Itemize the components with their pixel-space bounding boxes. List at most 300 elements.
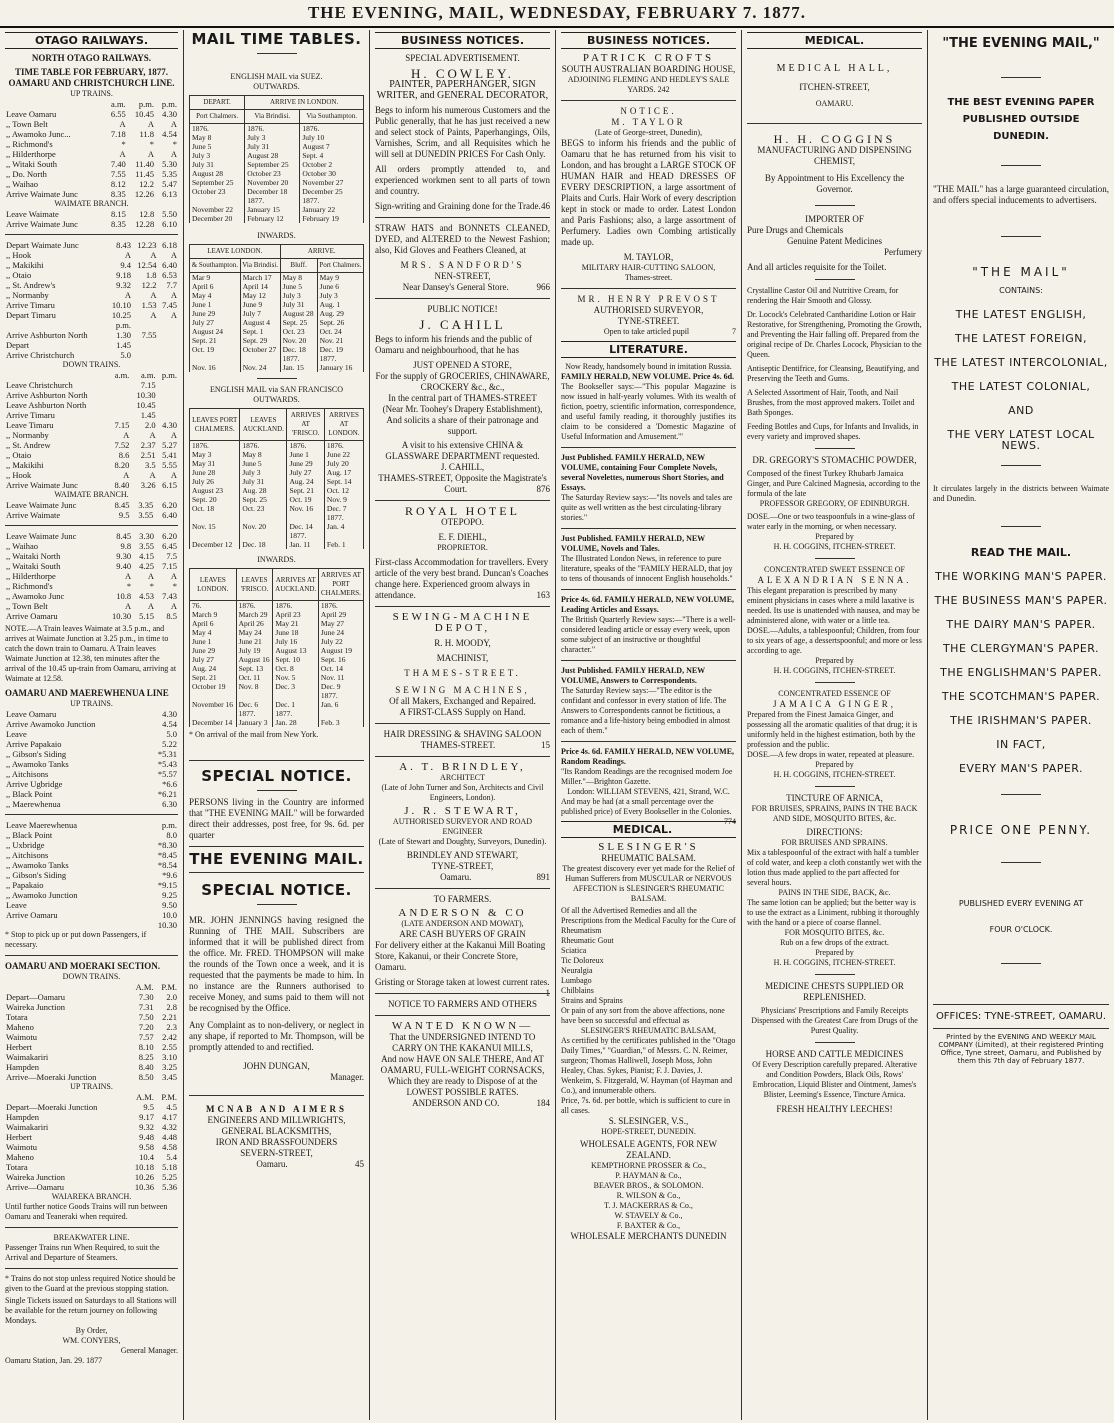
table-row bbox=[190, 709, 364, 718]
table-row bbox=[5, 709, 178, 719]
ailment-list bbox=[561, 926, 736, 1006]
table-cell: 10.10 bbox=[111, 300, 131, 310]
table-row bbox=[5, 581, 178, 591]
table-cell: Aug. 28 bbox=[240, 486, 287, 495]
table-row bbox=[190, 450, 364, 459]
table-cell: July 20 bbox=[324, 459, 363, 468]
table-cell: *9.15 bbox=[157, 880, 177, 890]
table-cell: 12.54 bbox=[137, 260, 157, 270]
table-cell: 1.45 bbox=[116, 340, 131, 350]
table-cell: * bbox=[149, 139, 155, 149]
table-cell: 4.54 bbox=[162, 719, 177, 729]
table-row bbox=[5, 1012, 178, 1022]
advertiser-name: J. R. STEWART, bbox=[404, 805, 521, 817]
ad-line: S. SLESINGER, V.S., bbox=[608, 1116, 689, 1126]
table-cell: A bbox=[124, 290, 131, 300]
table-cell: a.m. bbox=[140, 370, 156, 380]
table-row bbox=[5, 1182, 178, 1192]
table-cell bbox=[273, 691, 319, 700]
table-cell: A bbox=[147, 571, 155, 581]
table-cell: ,, Town Belt bbox=[6, 601, 48, 611]
table-cell bbox=[287, 513, 324, 522]
table-cell: May 4 bbox=[190, 291, 241, 300]
table-cell: A bbox=[170, 470, 177, 480]
table-cell: A bbox=[170, 430, 177, 440]
table-cell: 1877. bbox=[280, 354, 317, 363]
table-cell bbox=[157, 390, 178, 400]
note: Until further notice Goods Trains will run between Oamaru and Teaneraki when required. bbox=[5, 1202, 168, 1221]
table-cell bbox=[109, 410, 130, 420]
table-cell: A bbox=[170, 601, 177, 611]
table-cell: Dec. 7 bbox=[324, 504, 363, 513]
ad-text: Mix a tablespoonful of the extract with half a tumbler of cold water, and keep a cloth constantly wet with the lotion thus made applied to the part affected for several hours. bbox=[747, 848, 922, 887]
table-cell: 6.55 bbox=[110, 109, 126, 119]
slogan: THE BEST EVENING PAPER PUBLISHED OUTSIDE DUNEDIN. bbox=[947, 97, 1095, 142]
table-cell: May 21 bbox=[273, 619, 319, 628]
ad-line: Now Ready, handsomely bound in imitation Russia. bbox=[565, 362, 732, 371]
table-cell: Dec. 9 bbox=[318, 682, 363, 691]
table-cell: Dec. 18 bbox=[280, 345, 317, 354]
table-row bbox=[5, 240, 178, 250]
table-cell: Dec. 14 bbox=[287, 522, 324, 531]
table-cell: ,, Otaio bbox=[6, 450, 32, 460]
table-cell: May 27 bbox=[318, 619, 363, 628]
table-cell: October 2 bbox=[300, 160, 364, 169]
timetable bbox=[5, 982, 178, 1082]
table-cell: 9.4 bbox=[120, 260, 131, 270]
table-cell: 7.5 bbox=[166, 551, 177, 561]
table-row bbox=[5, 450, 178, 460]
list-item: Rheumatic Gout bbox=[561, 936, 614, 945]
ad-text: The Bookseller says:—"This popular Magazine is now issued in half-yearly volumes. With its wealth of fiction, poetry, scientific information, correspondence, and useful family reading, it thoroughly justifies its claim to be considered a 'Domestic Magazine of Useful Information and Amusement.'" bbox=[561, 382, 736, 441]
table-cell: 5.36 bbox=[162, 1182, 177, 1192]
table-cell bbox=[109, 390, 130, 400]
table-cell bbox=[240, 513, 287, 522]
ad-line: E. F. DIEHL, bbox=[438, 532, 487, 542]
table-row bbox=[190, 655, 364, 664]
table-cell bbox=[236, 691, 273, 700]
table-cell: 10.8 bbox=[116, 591, 132, 601]
table-cell: October 19 bbox=[190, 682, 237, 691]
table-cell: Leave bbox=[6, 900, 27, 910]
table-row bbox=[5, 250, 178, 260]
table-cell: Arrive Waimate Junc bbox=[6, 219, 78, 229]
mail-title: "THE MAIL" bbox=[972, 265, 1070, 279]
table-cell: *5.31 bbox=[157, 749, 177, 759]
outwards-label: OUTWARDS. bbox=[253, 395, 300, 404]
table-cell: January 15 bbox=[245, 205, 300, 214]
table-cell: 5.55 bbox=[162, 460, 177, 470]
table-cell: *6.6 bbox=[162, 779, 177, 789]
table-cell: Sept. 14 bbox=[324, 477, 363, 486]
ad-line: MEDICINE CHESTS SUPPLIED OR REPLENISHED. bbox=[765, 981, 904, 1002]
table-cell: Nov. 20 bbox=[240, 522, 287, 531]
table-cell bbox=[109, 400, 130, 410]
table-cell: 9.5 bbox=[143, 1102, 154, 1112]
list-item: Strains and Sprains bbox=[561, 996, 623, 1005]
table-cell: Arrive Oamaru bbox=[6, 611, 58, 621]
product-name: JAMAICA GINGER, bbox=[772, 699, 896, 709]
ad-line: IMPORTER OF bbox=[805, 214, 864, 224]
table-cell: Sept. 10 bbox=[273, 655, 319, 664]
ad-line: Oamaru. 891 bbox=[440, 872, 550, 882]
table-cell: 3.55 bbox=[138, 510, 154, 520]
table-cell: Aug. 24 bbox=[190, 664, 237, 673]
table-cell: 2.51 bbox=[140, 450, 156, 460]
section-heading: BUSINESS NOTICES. bbox=[561, 32, 736, 49]
table-row bbox=[5, 159, 178, 169]
table-cell: Maheno bbox=[6, 1022, 34, 1032]
table-row bbox=[190, 282, 364, 291]
table-cell: * bbox=[172, 581, 177, 591]
table-cell: ,, Gibson's Siding bbox=[6, 870, 67, 880]
table-cell: Nov. 15 bbox=[190, 522, 240, 531]
table-cell: A bbox=[170, 119, 177, 129]
table-cell: Arrive Waimate Junc bbox=[6, 480, 78, 490]
ad-line: DIRECTIONS: bbox=[806, 827, 863, 837]
table-cell: Aug. 24 bbox=[287, 477, 324, 486]
column-medical bbox=[742, 32, 927, 1417]
ad-line: THAMES-STREET. bbox=[404, 668, 521, 678]
table-cell: May 9 bbox=[317, 273, 363, 283]
ad-line: SOUTH AUSTRALIAN BOARDING HOUSE, bbox=[561, 64, 736, 74]
table-cell: 10.18 bbox=[134, 1162, 154, 1172]
table-cell: 6.30 bbox=[162, 799, 177, 809]
evening-mail-heading: THE EVENING MAIL. bbox=[189, 850, 364, 868]
table-cell: Depart Waimate Junc bbox=[6, 240, 79, 250]
table-row bbox=[5, 109, 178, 119]
table-cell: 1876. bbox=[287, 441, 324, 451]
table-row bbox=[190, 637, 364, 646]
list-item: AND bbox=[1008, 404, 1034, 417]
table-cell: Waimotu bbox=[6, 1032, 37, 1042]
table-cell: 1877. bbox=[324, 513, 363, 522]
table-cell: Jan. 11 bbox=[287, 540, 324, 549]
table-cell: ,, Makikihi bbox=[6, 460, 44, 470]
table-cell: 5.22 bbox=[162, 739, 177, 749]
ad-line: BRINDLEY AND STEWART, bbox=[406, 850, 519, 860]
table-cell: *9.6 bbox=[162, 870, 177, 880]
ad-line: THAMES-STREET. 15 bbox=[420, 740, 550, 750]
table-cell: ,, St. Andrew's bbox=[6, 280, 56, 290]
column-railways bbox=[0, 32, 183, 1417]
advertiser-name: A. T. BRINDLEY, bbox=[399, 761, 526, 773]
ad-text: Begs to inform his numerous Customers and the Public generally, that he has just received a new and select stock of Paints, Paperhangings, Oils, Varnishes, Scrim, and all Requisites which he will sell at DUNEDIN PRICES For Cash Only. bbox=[375, 105, 550, 159]
list-item: F. BAXTER & Co., bbox=[616, 1221, 681, 1230]
table-row bbox=[190, 151, 364, 160]
table-cell: Oct. 14 bbox=[318, 664, 363, 673]
timetable bbox=[5, 99, 178, 199]
table-row bbox=[5, 139, 178, 149]
table-cell: A bbox=[119, 149, 126, 159]
table-cell: ,, Hook bbox=[6, 250, 32, 260]
table-cell: Nov. 8 bbox=[236, 682, 273, 691]
table-cell: Arrive Ashburton North bbox=[6, 330, 88, 340]
table-cell: A bbox=[147, 119, 155, 129]
table-cell: Oct. 12 bbox=[324, 486, 363, 495]
ad-line: ITCHEN-STREET, bbox=[799, 82, 870, 92]
ad-line: By Appointment to His Excellency the Governor. bbox=[764, 173, 905, 194]
table-cell: 1.30 bbox=[116, 330, 131, 340]
table-cell: 1876. bbox=[318, 601, 363, 611]
table-cell: May 12 bbox=[240, 291, 280, 300]
table-row bbox=[5, 350, 178, 360]
table-cell: Jan. 4 bbox=[324, 522, 363, 531]
table-cell: Herbert bbox=[6, 1132, 32, 1142]
ad-line: OTEPOPO. bbox=[441, 517, 484, 527]
ad-line: IRON AND BRASSFOUNDERS bbox=[215, 1137, 338, 1147]
table-cell: a.m. bbox=[114, 370, 130, 380]
table-cell: 1876. bbox=[324, 441, 363, 451]
table-row bbox=[5, 531, 178, 541]
table-cell: 5.0 bbox=[120, 350, 131, 360]
table-cell: Depart Timaru bbox=[6, 310, 56, 320]
table-cell: Sept. 29 bbox=[240, 336, 280, 345]
table-row bbox=[5, 1062, 178, 1072]
table-cell: 12.23 bbox=[137, 240, 157, 250]
table-cell bbox=[190, 196, 245, 205]
price: PRICE ONE PENNY. bbox=[949, 823, 1093, 837]
table-row bbox=[5, 591, 178, 601]
ad-text: First-class Accommodation for travellers. Every article of the very best brand. Duncan's Coaches change here. Experienced groom always in attendance. 163 bbox=[375, 557, 550, 600]
table-cell: A bbox=[170, 290, 177, 300]
column-business-literature bbox=[556, 32, 741, 1417]
note: NOTE.—A Train leaves Waimate at 3.5 p.m., and arrives at Waimate Junction at 3.25 p.m., in time to catch the down train to Oamaru. A Train leaves Waimate Junction at 12.38, ten minutes after the arrival of the 10.45 up-train from Oamaru, arriving at Waimate at 12.58. bbox=[5, 624, 177, 683]
table-cell: June 29 bbox=[190, 309, 241, 318]
table-cell: May 4 bbox=[190, 628, 237, 637]
list-item: Neuralgia bbox=[561, 966, 593, 975]
list-item: THE VERY LATEST LOCAL NEWS. bbox=[947, 428, 1095, 452]
table-cell: Arrive Papakaio bbox=[6, 739, 62, 749]
table-cell: Mar 9 bbox=[190, 273, 241, 283]
table-cell: Aug. 17 bbox=[324, 468, 363, 477]
table-row bbox=[5, 820, 178, 830]
table-cell: ,, Uxbridge bbox=[6, 840, 45, 850]
ad-text: The same lotion can be applied; but the better way is to use the extract as a Liniment, rubbing it thoroughly with the hand or a piece of coarse flannel. bbox=[747, 898, 920, 927]
table-cell: Oct. 19 bbox=[287, 495, 324, 504]
ad-line: ARE CASH BUYERS OF GRAIN bbox=[399, 929, 526, 939]
table-cell: 5.35 bbox=[162, 169, 177, 179]
table-row bbox=[190, 441, 364, 451]
signature: WM. CONYERS, bbox=[62, 1336, 121, 1345]
note: * Trains do not stop unless required Notice should be given to the Guard at the previous stopping station. bbox=[5, 1274, 176, 1293]
notice-text: Any Complaint as to non-delivery, or neglect in any shape, if reported to Mr. Thompson, will be promptly attended to and rectified. bbox=[189, 1020, 364, 1052]
ad-line: Prepared by bbox=[815, 656, 854, 665]
table-cell: 5.41 bbox=[162, 450, 177, 460]
table-cell: July 3 bbox=[280, 291, 317, 300]
timetable bbox=[5, 370, 178, 490]
advertiser-name: ROYAL HOTEL bbox=[405, 504, 520, 518]
list-item: THE LATEST INTERCOLONIAL, bbox=[934, 356, 1108, 369]
table-cell: 2.3 bbox=[166, 1022, 177, 1032]
table-row bbox=[5, 1022, 178, 1032]
table-row bbox=[190, 354, 364, 363]
ad-line: R. H. MOODY, bbox=[434, 638, 491, 648]
table-row bbox=[190, 673, 364, 682]
table-cell: ,, Awamoko Tanks bbox=[6, 860, 69, 870]
table-cell: 6.20 bbox=[162, 531, 177, 541]
table-cell: A bbox=[124, 601, 132, 611]
special-notice-heading: SPECIAL NOTICE. bbox=[201, 881, 352, 899]
table-cell: 10.4 bbox=[139, 1152, 154, 1162]
signature: JOHN DUNGAN, bbox=[243, 1061, 310, 1071]
table-cell: A.M. bbox=[135, 1092, 154, 1102]
ad-line: (Late of George-street, Dunedin), bbox=[594, 128, 703, 137]
table-cell: 8.45 bbox=[116, 531, 132, 541]
ad-line: TYNE-STREET, bbox=[431, 861, 494, 871]
table-cell: June 18 bbox=[273, 628, 319, 637]
table-row bbox=[5, 480, 178, 490]
list-item: Rheumatism bbox=[561, 926, 602, 935]
ad-line: CONCENTRATED ESSENCE OF bbox=[778, 689, 891, 698]
table-cell: 8.12 bbox=[110, 179, 126, 189]
table-cell: 4.48 bbox=[162, 1132, 177, 1142]
table-row bbox=[190, 133, 364, 142]
table-cell bbox=[158, 320, 178, 330]
outwards-label: OUTWARDS. bbox=[253, 82, 300, 91]
ad-line: (Late of John Turner and Son, Architects and Civil Engineers, London). bbox=[381, 783, 544, 802]
ad-line: Rub on a few drops of the extract. bbox=[780, 938, 889, 947]
table-cell: A bbox=[147, 149, 155, 159]
table-cell: 8.25 bbox=[138, 1052, 154, 1062]
table-cell: Hampden bbox=[6, 1112, 40, 1122]
table-cell: 1877. bbox=[245, 196, 300, 205]
table-row bbox=[5, 330, 178, 340]
list-item: IN FACT, bbox=[996, 738, 1046, 751]
table-cell: August 28 bbox=[245, 151, 300, 160]
table-row bbox=[5, 410, 178, 420]
table-cell: 4.25 bbox=[139, 561, 155, 571]
table-cell: ,, Witaki South bbox=[6, 159, 57, 169]
table-cell bbox=[132, 340, 158, 350]
table-cell: April 6 bbox=[190, 619, 237, 628]
table-cell: 4.32 bbox=[162, 1122, 177, 1132]
ad-text: BEGS to inform his friends and the public of Oamaru that he has returned from his visit to London, and has brought a LARGE STOCK OF HUMAN HAIR and HEAD DRESSES OF EVERY DESCRIPTION, a large assortment of Plaits and Curls. Hair Work of every description kept in stock or made to order. Latest London and Paris Fashions; also, a large assortment of Perfumery. Ladies own Combing artistically made up. bbox=[561, 138, 736, 247]
table-cell: June 5 bbox=[280, 282, 317, 291]
list-item: THE LATEST COLONIAL, bbox=[951, 380, 1091, 393]
table-cell: Sept. 4 bbox=[300, 151, 364, 160]
ad-line: H. H. COGGINS, ITCHEN-STREET. bbox=[773, 666, 896, 675]
ad-line: PROPRIETOR. bbox=[437, 543, 488, 552]
ad-line: NEN-STREET, bbox=[434, 271, 491, 281]
ad-text: The Saturday Review says:—"The editor is the confidant and confessor in every station of life. The Answers to Correspondents cannot be fictitious, a romance and a life-history being embodied in almost each of them." bbox=[561, 686, 731, 735]
table-cell: * bbox=[121, 139, 126, 149]
table-row bbox=[190, 196, 364, 205]
table-cell bbox=[240, 531, 287, 540]
table-cell: 7.50 bbox=[138, 1012, 154, 1022]
table-cell bbox=[157, 410, 178, 420]
table-row bbox=[190, 700, 364, 709]
section-heading: "THE EVENING MAIL," bbox=[942, 36, 1100, 51]
table-row bbox=[190, 459, 364, 468]
product-name: ALEXANDRIAN SENNA. bbox=[757, 575, 912, 585]
ad-line: FOR BRUISES, SPRAINS, PAINS IN THE BACK AND SIDE, MOSQUITO BITES, &c. bbox=[751, 804, 918, 823]
ad-line: PAINS IN THE SIDE, BACK, &c. bbox=[778, 888, 891, 897]
table-cell: *8.54 bbox=[157, 860, 177, 870]
table-row bbox=[5, 280, 178, 290]
table-row bbox=[5, 1092, 178, 1102]
advertiser-name: H. H. COGGINS bbox=[773, 132, 896, 146]
table-row bbox=[190, 531, 364, 540]
notice-text: PERSONS living in the Country are informed that "THE EVENING MAIL" will be forwarded direct their addresses, post free, for 9s. 6d. per quarter bbox=[189, 797, 364, 840]
table-cell: Aug. 29 bbox=[317, 309, 363, 318]
table-cell: April 29 bbox=[318, 610, 363, 619]
circulation-text: It circulates largely in the districts between Waimate and Dunedin. bbox=[933, 484, 1109, 503]
table-cell: ,, Otaio bbox=[6, 270, 32, 280]
table-cell: * bbox=[172, 139, 177, 149]
table-cell: 1877. bbox=[273, 709, 319, 718]
table-row bbox=[5, 1102, 178, 1112]
table-row bbox=[5, 799, 178, 809]
ad-line: Prepared by bbox=[815, 760, 854, 769]
line-title: OAMARU AND MAEREWHENUA LINE bbox=[5, 688, 169, 698]
ad-line: For the supply of GROCERIES, CHINAWARE, CROCKERY &c., &c., bbox=[375, 371, 550, 392]
table-cell: Leave Timaru bbox=[6, 420, 54, 430]
ad-line: Just Published. FAMILY HERALD, NEW VOLUME, Answers to Correspondents. bbox=[561, 666, 706, 685]
table-row bbox=[5, 840, 178, 850]
ad-text: The Illustrated London News, in reference to pure literature, speaks of the "FAMILY HERALD, that joy to tens of thousands of innocent English households." bbox=[561, 554, 733, 583]
table-cell: ,, Town Belt bbox=[6, 119, 48, 129]
ad-line: H. H. COGGINS, ITCHEN-STREET. bbox=[773, 958, 896, 967]
ad-line: ARCHITECT bbox=[440, 773, 485, 782]
list-item: Feeding Bottles and Cups, for Infants and Invalids, in every variety and improved shapes. bbox=[747, 422, 919, 441]
list-item: Tic Doloreux bbox=[561, 956, 604, 965]
table-cell: ,, Black Point bbox=[6, 830, 53, 840]
table-cell: August 28 bbox=[190, 169, 245, 178]
table-cell: December 20 bbox=[190, 214, 245, 223]
table-cell: 8.10 bbox=[138, 1042, 154, 1052]
list-item: THE SCOTCHMAN'S PAPER. bbox=[941, 690, 1101, 703]
ad-text: And may be had (at a small percentage over the published price) of Every Bookseller in the Colonies. 774 bbox=[561, 797, 736, 826]
table-row bbox=[5, 739, 178, 749]
table-cell: Sept. 21 bbox=[190, 673, 237, 682]
product-list bbox=[747, 286, 922, 442]
table-cell: ,, Gibson's Siding bbox=[6, 749, 67, 759]
table-cell: 10.45 bbox=[136, 400, 156, 410]
table-cell: June 1 bbox=[190, 637, 237, 646]
table-cell: August 19 bbox=[318, 646, 363, 655]
table-row bbox=[190, 610, 364, 619]
table-row bbox=[5, 900, 178, 910]
table-cell: 9.50 bbox=[162, 900, 177, 910]
table-cell: 2.0 bbox=[145, 420, 156, 430]
table-cell: 3.35 bbox=[138, 500, 154, 510]
table-cell: November 22 bbox=[190, 205, 245, 214]
advertiser-name: ANDERSON & CO bbox=[398, 907, 527, 919]
table-cell: 9.30 bbox=[116, 551, 132, 561]
table-cell: 1876. bbox=[190, 441, 240, 451]
table-cell: October 27 bbox=[240, 345, 280, 354]
ad-line: AUTHORISED SURVEYOR AND ROAD ENGINEER bbox=[392, 817, 533, 836]
table-row bbox=[5, 99, 178, 109]
table-cell: Herbert bbox=[6, 1042, 32, 1052]
list-item: THE ENGLISHMAN'S PAPER. bbox=[940, 666, 1102, 679]
table-cell: Oct. 19 bbox=[190, 345, 241, 354]
table-row bbox=[190, 477, 364, 486]
table-cell: 4.30 bbox=[162, 420, 177, 430]
table-cell: July 27 bbox=[190, 318, 241, 327]
table-cell: 11.40 bbox=[135, 159, 155, 169]
ad-line: Just Published. FAMILY HERALD, NEW VOLUME, containing Four Complete Novels, several Novelettes, numerous Short Stories, and Essays. bbox=[561, 453, 724, 492]
table-cell: Hampden bbox=[6, 1062, 40, 1072]
table-cell: Dec. 18 bbox=[240, 540, 287, 549]
contents-list bbox=[933, 309, 1109, 451]
table-cell: July 31 bbox=[280, 300, 317, 309]
table-cell: Jan. 28 bbox=[273, 718, 319, 727]
table-cell: July 16 bbox=[273, 637, 319, 646]
mail-table: DEPART. ARRIVE IN LONDON. Port Chalmers. Via Brindisi. Via Southampton. 1876. 1876. 1876. May 8 July 3 July 10 June 5 July 31 August 7 July 3 August 28 Sept. 4 July 31 September 25 October 2 August 28 October 23 October 30 September 25 November 20 November 27 October 23 December 18 December 25 1877. 1877. November 22 January 15 January 22 December 20 February 12 February 19 bbox=[189, 95, 364, 223]
table-cell: Leave Waimate Junc bbox=[6, 500, 77, 510]
